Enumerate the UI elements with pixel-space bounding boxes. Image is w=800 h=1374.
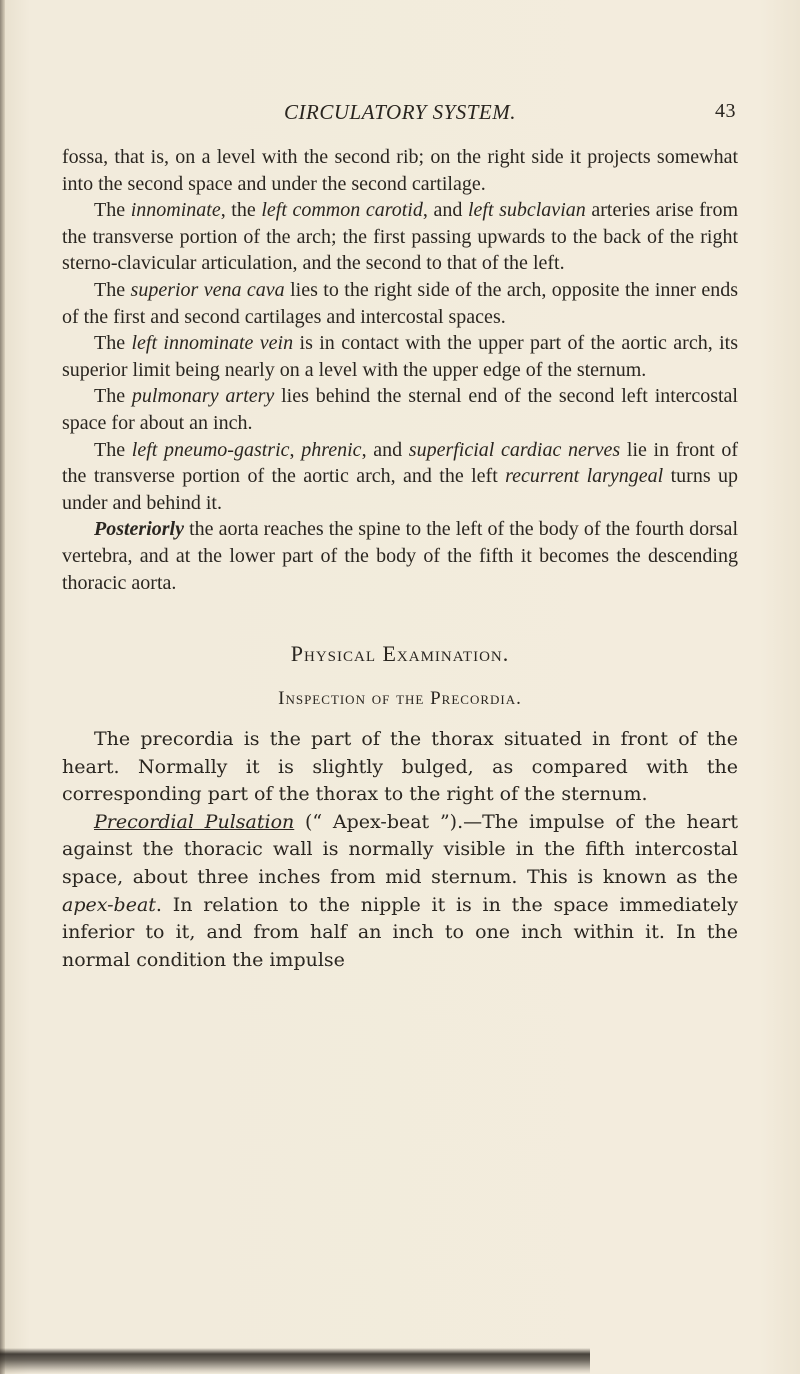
section-heading: Physical Examination. xyxy=(290,641,510,667)
paragraph-text: fossa, that is, on a level with the second rib; on the right side it projects somewhat into the second space and under the second cartilage. xyxy=(62,146,738,195)
page-header xyxy=(62,98,738,132)
page-body xyxy=(62,144,738,974)
running-head: CIRCULATORY SYSTEM. xyxy=(284,100,516,124)
term-precordial-pulsation: Precordial Pulsation xyxy=(94,810,295,833)
paragraph-precordial-pulsation xyxy=(62,809,738,975)
term-apex-beat: apex-beat xyxy=(62,893,156,916)
term-pulmonary-artery: pulmonary artery xyxy=(131,385,275,408)
text-run: The xyxy=(94,278,131,301)
text-run: lies to the right side of the arch, opposite the inner ends of the first and second cartilages and intercostal spaces. xyxy=(62,278,739,328)
term-superficial-cardiac-nerves: superficial cardiac nerves xyxy=(408,438,621,461)
text-run: is in contact with the upper part of the aortic arch, its superior limit being nearly on a level with the upper edge of the sternum. xyxy=(62,332,738,381)
text-run: turns up under and behind it. xyxy=(62,465,739,514)
page-bottom-shadow xyxy=(0,1348,590,1374)
text-run: . In relation to the nipple it is in the space immediately inferior to it, and from half an inch to one inch within it. In the normal condition the impulse xyxy=(62,893,738,971)
paragraph-precordia xyxy=(62,726,738,809)
term-recurrent-laryngeal: recurrent laryngeal xyxy=(505,465,664,488)
paragraph-innominate-vein xyxy=(62,330,738,383)
paragraph-pulmonary-artery xyxy=(62,383,738,436)
text-run: lies behind the sternal end of the second left intercostal space for about an inch. xyxy=(62,385,738,434)
text-run: arteries arise from the transverse portion of the arch; the first passing upwards to the back of the right sterno-clavicular articulation, and the second to that of the left. xyxy=(62,199,739,275)
text-run: , and xyxy=(422,199,468,222)
text-run: the aorta reaches the spine to the left of the body of the fourth dorsal vertebra, and at the lower part of the body of the fifth it becomes the descending thoracic aorta. xyxy=(62,518,738,594)
term-left-subclavian: left subclavian xyxy=(467,199,586,222)
text-run: —The impulse of the heart against the thoracic wall is normally visible in the fifth intercostal space, about three inches from mid sternum. This is known as the xyxy=(62,810,738,889)
paragraph-continuation xyxy=(62,144,738,197)
term-left-innominate-vein: left innominate vein xyxy=(131,332,294,355)
term-phrenic: phrenic xyxy=(301,438,362,461)
paragraph-text: The precordia is the part of the thorax situated in front of the heart. Normally it is slightly bulged, as compared with the corresponding part of the thorax to the right of the sternum. xyxy=(62,728,738,806)
paragraph-vena-cava xyxy=(62,277,738,330)
paragraph-posteriorly xyxy=(62,516,738,596)
text-run: , and xyxy=(361,438,409,461)
text-run: (“ Apex-beat ”). xyxy=(294,810,464,833)
text-run: lie in front of the transverse portion of the aortic arch, and the left xyxy=(62,438,738,488)
term-posteriorly: Posteriorly xyxy=(94,518,184,541)
term-left-common-carotid: left common carotid xyxy=(261,199,423,222)
text-run: The xyxy=(94,438,132,461)
term-left-pneumo-gastric: left pneumo-gastric xyxy=(131,438,290,461)
text-run: The xyxy=(94,199,131,222)
text-run: The xyxy=(94,385,132,408)
paragraph-arteries xyxy=(62,197,738,277)
text-run: , xyxy=(289,438,302,461)
page-edge-shadow xyxy=(0,0,5,1374)
text-run: , the xyxy=(220,199,262,222)
page-number: 43 xyxy=(715,100,736,122)
term-superior-vena-cava: superior vena cava xyxy=(130,278,285,301)
section-subheading: Inspection of the Precordia. xyxy=(278,688,522,710)
term-innominate: innominate xyxy=(130,199,221,222)
paragraph-nerves xyxy=(62,437,738,517)
text-run: The xyxy=(94,332,132,355)
